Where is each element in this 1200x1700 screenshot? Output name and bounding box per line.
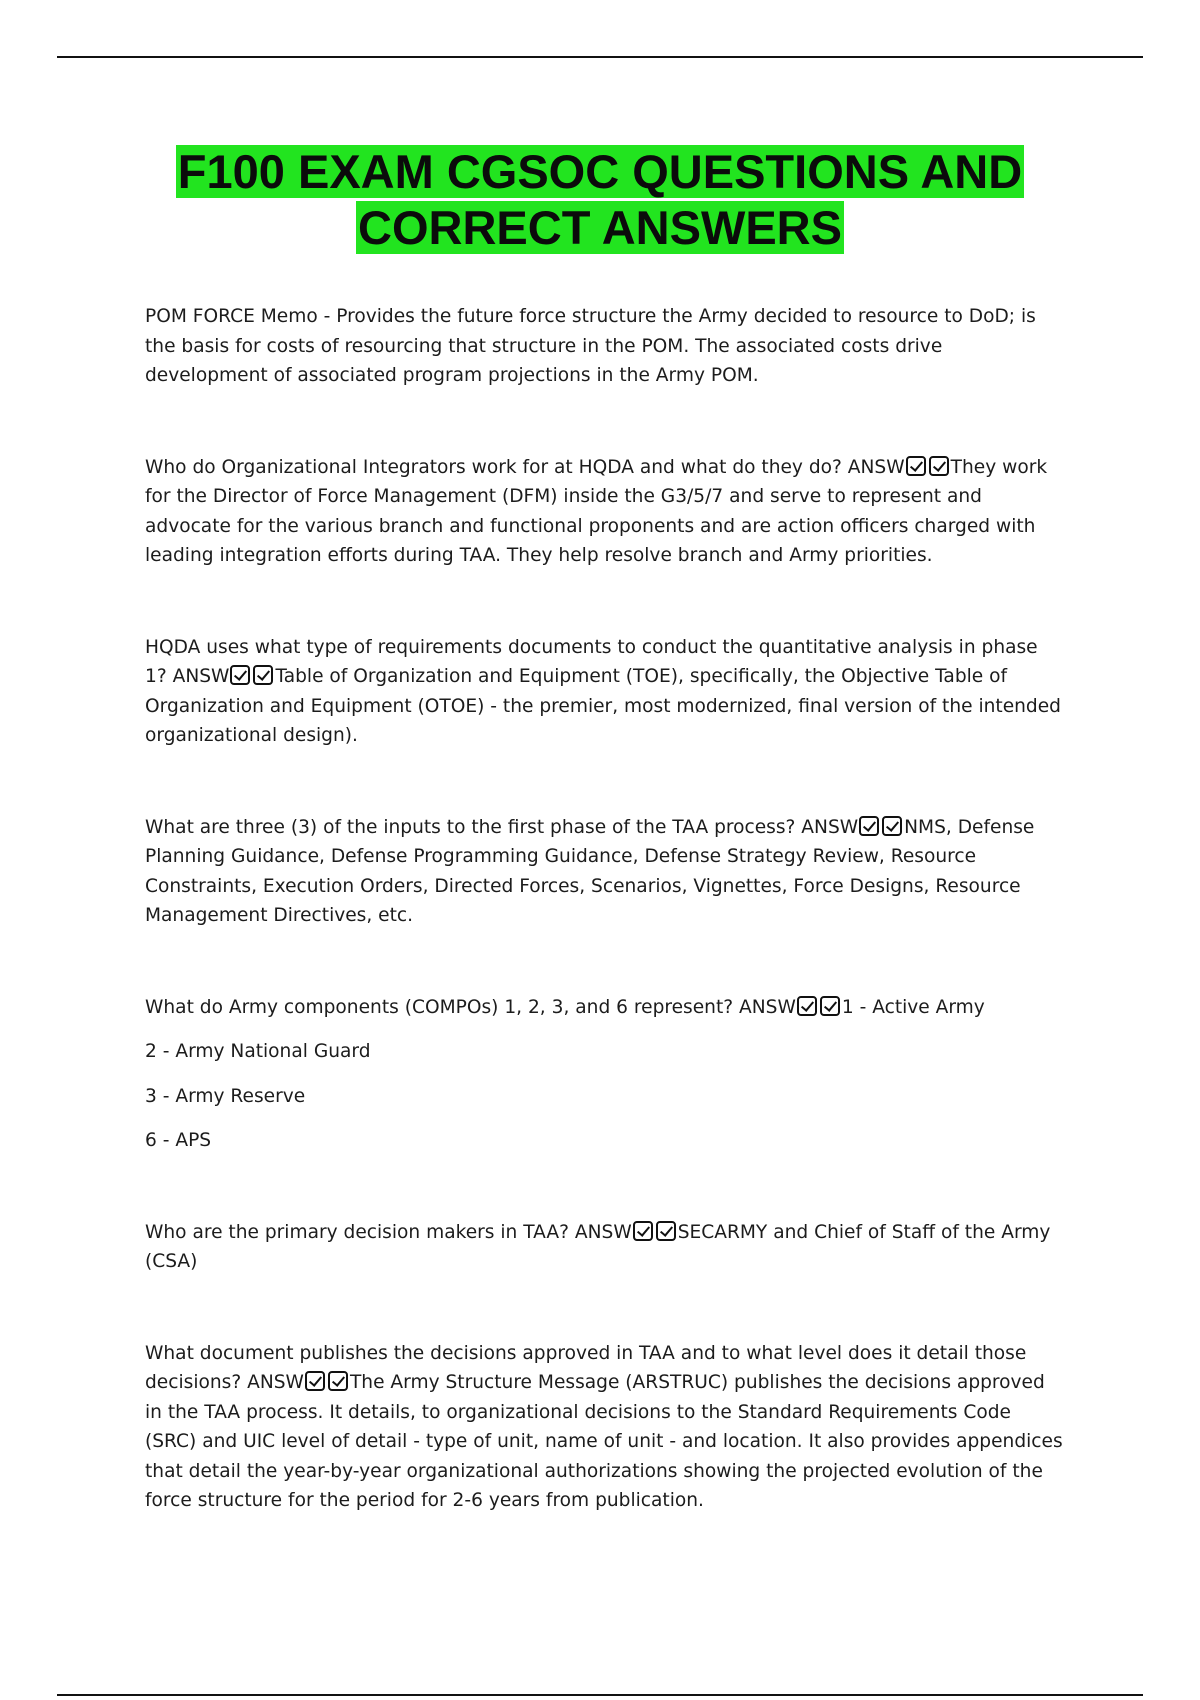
answer-text: Table of Organization and Equipment (TOE), specifically, the Objective Table of Organization and Equipment (OTOE) - the premier, most modernized, final version of the intended organizational design). bbox=[145, 666, 1061, 746]
question-text: HQDA uses what type of requirements documents to conduct the quantitative analysis in phase 1? ANSW bbox=[145, 636, 1038, 687]
answer-line: 2 - Army National Guard bbox=[145, 1041, 371, 1062]
checkbox-icon bbox=[797, 996, 817, 1016]
checkbox-icon bbox=[253, 665, 273, 685]
checkbox-icon bbox=[882, 816, 902, 836]
document-title bbox=[0, 144, 1200, 256]
entry-text: POM FORCE Memo - Provides the future force structure the Army decided to resource to DoD; is the basis for costs of resourcing that structure in the POM. The associated costs drive development of associated program projections in the Army POM. bbox=[145, 306, 1036, 386]
qa-entry bbox=[145, 993, 1065, 1023]
checkbox-icon bbox=[328, 1371, 348, 1391]
answer-text: NMS, Defense Planning Guidance, Defense Programming Guidance, Defense Strategy Review, Resource Constraints, Execution Orders, Directed Forces, Scenarios, Vignettes, Force Designs, Resource Management Directives, etc. bbox=[145, 816, 1035, 926]
checkbox-icon bbox=[906, 456, 926, 476]
checkbox-icon bbox=[305, 1371, 325, 1391]
qa-entry bbox=[145, 453, 1065, 571]
footer-rule bbox=[57, 1694, 1143, 1696]
header-rule bbox=[57, 56, 1143, 58]
question-text: Who are the primary decision makers in TAA? ANSW bbox=[145, 1221, 632, 1243]
answer-line: 3 - Army Reserve bbox=[145, 1085, 306, 1107]
question-text: What document publishes the decisions approved in TAA and to what level does it detail those decisions? ANSW bbox=[145, 1342, 1027, 1393]
answer-text: SECARMY and Chief of Staff of the Army (CSA) bbox=[145, 1221, 1051, 1272]
checkbox-icon bbox=[820, 996, 840, 1016]
qa-entry bbox=[145, 1218, 1065, 1277]
qa-entry bbox=[145, 813, 1065, 931]
document-body bbox=[145, 302, 1065, 1516]
question-text: What do Army components (COMPOs) 1, 2, 3, and 6 represent? ANSW bbox=[145, 996, 796, 1018]
checkbox-icon bbox=[656, 1221, 676, 1241]
checkbox-icon bbox=[230, 665, 250, 685]
answer-text: 1 - Active Army bbox=[841, 996, 985, 1018]
checkbox-icon bbox=[859, 816, 879, 836]
question-text: Who do Organizational Integrators work for at HQDA and what do they do? ANSW bbox=[145, 456, 905, 478]
checkbox-icon bbox=[929, 456, 949, 476]
qa-entry bbox=[145, 1339, 1065, 1516]
title-line-1: F100 EXAM CGSOC QUESTIONS AND bbox=[177, 145, 1023, 198]
qa-entry bbox=[145, 633, 1065, 751]
title-line-2: CORRECT ANSWERS bbox=[358, 201, 842, 254]
answer-text: The Army Structure Message (ARSTRUC) publishes the decisions approved in the TAA process. It details, to organizational decisions to the Standard Requirements Code (SRC) and UIC level of detail - type of unit, name of unit - and location. It also provides appendices that detail the year-by-year organizational authorizations showing the projected evolution of the force structure for the period for 2-6 years from publication. bbox=[145, 1372, 1063, 1511]
answer-text: They work for the Director of Force Management (DFM) inside the G3/5/7 and serve to represent and advocate for the various branch and functional proponents and are action officers charged with leading integration efforts during TAA. They help resolve branch and Army priorities. bbox=[145, 456, 1048, 566]
question-text: What are three (3) of the inputs to the first phase of the TAA process? ANSW bbox=[145, 816, 859, 838]
entry-definition bbox=[145, 302, 1065, 391]
checkbox-icon bbox=[633, 1221, 653, 1241]
answer-line: 6 - APS bbox=[145, 1130, 212, 1151]
